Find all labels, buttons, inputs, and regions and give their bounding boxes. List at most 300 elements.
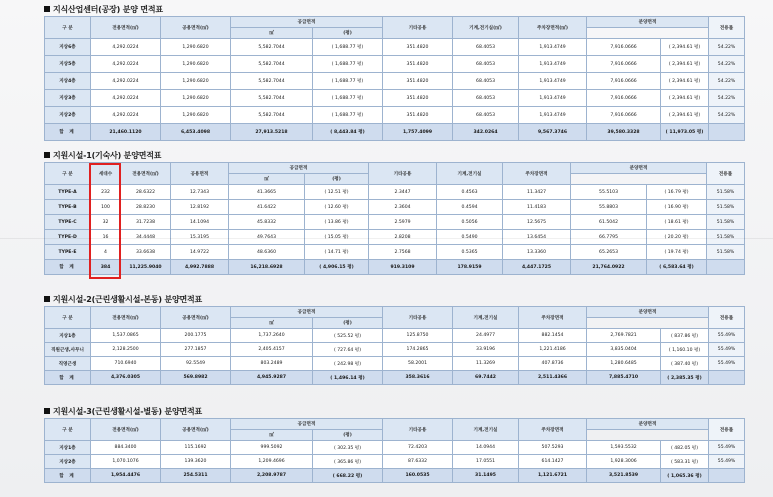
- header-sale: 분양면적: [587, 17, 709, 28]
- table-cell: 33.9196: [453, 343, 519, 357]
- table-cell: 69.7442: [453, 371, 519, 385]
- table-cell: ( 19.74 평): [647, 245, 707, 260]
- header-supply: 공급면적: [231, 17, 383, 28]
- table-row: [45, 107, 745, 124]
- table-cell: 0.5056: [437, 215, 503, 230]
- table-cell: ( 242.98 평): [313, 357, 383, 371]
- table-cell: 5,582.7044: [231, 107, 313, 124]
- table-cell: 4,992.7888: [171, 260, 229, 275]
- table-cell: 49.7643: [229, 230, 305, 245]
- table-cell: ( 525.52 평): [313, 329, 383, 343]
- table-cell: ( 12.51 평): [305, 185, 369, 200]
- table-cell: 0.4594: [437, 200, 503, 215]
- table-cell: 2.3604: [369, 200, 437, 215]
- table-cell: 6,453.4098: [161, 124, 231, 141]
- header-other: 기타공용: [383, 17, 453, 39]
- row-label: TYPE-A: [45, 185, 91, 200]
- table-cell: 51.58%: [707, 200, 745, 215]
- row-label: 합 계: [45, 469, 91, 483]
- table-cell: 710.6940: [91, 357, 161, 371]
- table-cell: 48.6360: [229, 245, 305, 260]
- header-common: 공용면적(㎡): [161, 419, 231, 441]
- header-other: 기타공용: [383, 307, 453, 329]
- table-row: [45, 73, 745, 90]
- table-cell: 11.4183: [503, 200, 571, 215]
- table-cell: 1,280.6485: [587, 357, 661, 371]
- section-title: 지원시설-2(근린생활시설-본동) 분양면적표: [44, 294, 744, 306]
- row-label: 지상6층: [45, 39, 91, 56]
- table-cell: ( 11,973.05 평): [661, 124, 709, 141]
- table-cell: 68.4053: [453, 107, 519, 124]
- header-common: 공용면적(㎡): [161, 17, 231, 39]
- table-cell: 1,913.4749: [519, 107, 587, 124]
- table-cell: ( 1,688.77 평): [313, 90, 383, 107]
- header-exclusive: 전용면적(㎡): [91, 17, 161, 39]
- header-ratio: 전용률: [709, 307, 745, 329]
- table-cell: 51.58%: [707, 230, 745, 245]
- table-cell: 4,292.0224: [91, 56, 161, 73]
- header-exclusive: 전용면적(㎡): [121, 163, 171, 185]
- table-cell: 3,521.8539: [587, 469, 661, 483]
- table-cell: 54.22%: [709, 73, 745, 90]
- table-cell: ( 837.86 평): [661, 329, 709, 343]
- table-row: [45, 90, 745, 107]
- table-cell: [707, 260, 745, 275]
- header-sqm: ㎡: [231, 430, 313, 441]
- table-cell: 125.8750: [383, 329, 453, 343]
- row-label: 합 계: [45, 124, 91, 141]
- table-cell: 1,913.4749: [519, 56, 587, 73]
- table-cell: 4,945.9287: [231, 371, 313, 385]
- row-label: 지상3층: [45, 90, 91, 107]
- header-sale: 분양면적: [587, 419, 709, 430]
- header-pyeong: (평): [305, 174, 369, 185]
- header-sqm: ㎡: [229, 174, 305, 185]
- table-cell: ( 15.05 평): [305, 230, 369, 245]
- table-cell: 1,928.3006: [587, 455, 661, 469]
- table-row: [45, 215, 745, 230]
- table-cell: 5,582.7044: [231, 56, 313, 73]
- header-division: 구 분: [45, 17, 91, 39]
- header-parking: 주차장면적: [503, 163, 571, 185]
- table-cell: 51.58%: [707, 215, 745, 230]
- table-cell: ( 12.60 평): [305, 200, 369, 215]
- table-cell: ( 16.79 평): [647, 185, 707, 200]
- table-cell: [709, 124, 745, 141]
- table-body: [45, 329, 745, 385]
- table-cell: 277.1857: [161, 343, 231, 357]
- header-supply: 공급면적: [231, 419, 383, 430]
- table-cell: 4,292.0224: [91, 107, 161, 124]
- header-units: 세대수: [91, 163, 121, 185]
- table-cell: 54.22%: [709, 39, 745, 56]
- total-row: [45, 124, 745, 141]
- section-title: 지원시설-1(기숙사) 분양면적표: [44, 150, 744, 162]
- table-cell: 17.0551: [453, 455, 519, 469]
- table-cell: ( 14.71 평): [305, 245, 369, 260]
- table-cell: 55.5103: [571, 185, 647, 200]
- table-cell: 66.7795: [571, 230, 647, 245]
- table-factory: [44, 16, 745, 141]
- table-cell: 2,128.2500: [91, 343, 161, 357]
- table-cell: 1,290.6820: [161, 56, 231, 73]
- square-bullet-icon: [44, 296, 50, 302]
- table-row: [45, 185, 745, 200]
- table-cell: 351.4820: [383, 90, 453, 107]
- table-cell: 33.6638: [121, 245, 171, 260]
- square-bullet-icon: [44, 152, 50, 158]
- header-division: 구 분: [45, 163, 91, 185]
- header-other: 기타공용: [383, 419, 453, 441]
- header-sale: 분양면적: [587, 307, 709, 318]
- table-cell: 51.58%: [707, 185, 745, 200]
- table-cell: [709, 469, 745, 483]
- table-cell: ( 4,906.15 평): [305, 260, 369, 275]
- header-ratio: 전용률: [709, 17, 745, 39]
- table-cell: 4,376.0305: [91, 371, 161, 385]
- table-cell: 1,913.4749: [519, 73, 587, 90]
- table-cell: 1,221.4186: [519, 343, 587, 357]
- table-cell: 54.22%: [709, 56, 745, 73]
- table-cell: 2,511.4366: [519, 371, 587, 385]
- table-cell: 1,209.4696: [231, 455, 313, 469]
- table-row: [45, 343, 745, 357]
- header-sale: 분양면적: [571, 163, 707, 174]
- table-cell: 254.5311: [161, 469, 231, 483]
- total-row: [45, 469, 745, 483]
- table-row: [45, 230, 745, 245]
- table-cell: 1,121.6721: [519, 469, 587, 483]
- table-cell: 55.49%: [709, 343, 745, 357]
- table-body: [45, 39, 745, 141]
- table-row: [45, 329, 745, 343]
- table-cell: 21,460.1120: [91, 124, 161, 141]
- table-cell: 5,582.7044: [231, 73, 313, 90]
- header-sqm: ㎡: [231, 318, 313, 329]
- table-cell: 7,916.0666: [587, 39, 661, 56]
- section-factory: [44, 4, 744, 141]
- row-label: 직영근생: [45, 357, 91, 371]
- table-cell: 200.1775: [161, 329, 231, 343]
- table-row: [45, 200, 745, 215]
- table-cell: ( 482.05 평): [661, 441, 709, 455]
- table-cell: 12.7343: [171, 185, 229, 200]
- table-row: [45, 39, 745, 56]
- row-label: 지상1층: [45, 441, 91, 455]
- table-cell: 61.5042: [571, 215, 647, 230]
- table-cell: 92.5549: [161, 357, 231, 371]
- square-bullet-icon: [44, 408, 50, 414]
- header-exclusive: 전용면적(㎡): [91, 307, 161, 329]
- header-division: 구 분: [45, 419, 91, 441]
- section-title: 지식산업센터(공장) 분양 면적표: [44, 4, 744, 16]
- row-label: TYPE-D: [45, 230, 91, 245]
- header-exclusive: 전용면적(㎡): [91, 419, 161, 441]
- table-row: [45, 441, 745, 455]
- table-cell: ( 16.90 평): [647, 200, 707, 215]
- table-cell: 7,916.0666: [587, 107, 661, 124]
- table-cell: 1,593.5532: [587, 441, 661, 455]
- table-cell: [709, 371, 745, 385]
- table-cell: 2,208.9787: [231, 469, 313, 483]
- square-bullet-icon: [44, 6, 50, 12]
- table-cell: 72.4203: [383, 441, 453, 455]
- table-dormitory: [44, 162, 745, 275]
- table-row: [45, 245, 745, 260]
- table-cell: 384: [91, 260, 121, 275]
- units-column-highlight: [89, 163, 121, 279]
- table-cell: ( 2,394.61 평): [661, 90, 709, 107]
- table-cell: 351.4820: [383, 56, 453, 73]
- table-cell: 11.3269: [453, 357, 519, 371]
- table-cell: 4,292.0224: [91, 90, 161, 107]
- header-common: 공용면적(㎡): [161, 307, 231, 329]
- header-supply: 공급면적: [229, 163, 369, 174]
- table-cell: 351.4820: [383, 73, 453, 90]
- table-cell: 139.3620: [161, 455, 231, 469]
- table-cell: 2.5979: [369, 215, 437, 230]
- table-cell: 11,225.9040: [121, 260, 171, 275]
- table-cell: 7,885.4710: [587, 371, 661, 385]
- table-cell: 2.3447: [369, 185, 437, 200]
- section-title: 지원시설-3(근린생활시설-별동) 분양면적표: [44, 406, 744, 418]
- table-cell: 14.0944: [453, 441, 519, 455]
- table-cell: ( 2,394.61 평): [661, 56, 709, 73]
- table-cell: ( 727.64 평): [313, 343, 383, 357]
- table-cell: 31.1495: [453, 469, 519, 483]
- table-cell: 1,290.6820: [161, 90, 231, 107]
- table-cell: ( 13.86 평): [305, 215, 369, 230]
- table-cell: 16,218.6928: [229, 260, 305, 275]
- row-label: 지상5층: [45, 56, 91, 73]
- table-cell: 919.3109: [369, 260, 437, 275]
- table-retail-annex: [44, 418, 745, 483]
- header-common: 공용면적: [171, 163, 229, 185]
- table-cell: ( 302.35 평): [313, 441, 383, 455]
- table-cell: 174.2865: [383, 343, 453, 357]
- table-cell: 41.6422: [229, 200, 305, 215]
- table-cell: 0.4563: [437, 185, 503, 200]
- row-label: 지상2층: [45, 107, 91, 124]
- table-cell: 4: [91, 245, 121, 260]
- table-cell: 28.8230: [121, 200, 171, 215]
- table-cell: 58.2001: [383, 357, 453, 371]
- table-cell: 7,916.0666: [587, 90, 661, 107]
- row-label: 지상1층: [45, 329, 91, 343]
- header-other: 기타공용: [369, 163, 437, 185]
- table-cell: 21,764.0922: [571, 260, 647, 275]
- header-parking: 주차장면적(㎡): [519, 17, 587, 39]
- table-cell: 1,290.6820: [161, 107, 231, 124]
- table-row: [45, 357, 745, 371]
- table-cell: 2,769.7821: [587, 329, 661, 343]
- table-cell: 87.6332: [383, 455, 453, 469]
- table-cell: 232: [91, 185, 121, 200]
- table-cell: 68.4053: [453, 73, 519, 90]
- table-cell: 2.7568: [369, 245, 437, 260]
- table-cell: 55.49%: [709, 357, 745, 371]
- table-cell: 5,582.7044: [231, 90, 313, 107]
- table-cell: ( 18.61 평): [647, 215, 707, 230]
- table-cell: 507.5293: [519, 441, 587, 455]
- table-cell: 14.9722: [171, 245, 229, 260]
- table-cell: 4,292.0224: [91, 39, 161, 56]
- section-retail-main: [44, 294, 744, 385]
- table-cell: 51.58%: [707, 245, 745, 260]
- header-pyeong: (평): [313, 430, 383, 441]
- table-cell: 68.4053: [453, 90, 519, 107]
- header-machine: 기계,전기실: [437, 163, 503, 185]
- header-machine: 기계,전기실: [453, 307, 519, 329]
- row-label: TYPE-E: [45, 245, 91, 260]
- table-cell: 160.0535: [383, 469, 453, 483]
- table-cell: 2.8208: [369, 230, 437, 245]
- table-cell: 55.49%: [709, 441, 745, 455]
- table-cell: 1,913.4749: [519, 90, 587, 107]
- table-cell: 1,737.2640: [231, 329, 313, 343]
- table-cell: 28.6322: [121, 185, 171, 200]
- table-cell: ( 8,443.84 평): [313, 124, 383, 141]
- table-cell: 803.2489: [231, 357, 313, 371]
- table-cell: 614.1427: [519, 455, 587, 469]
- table-cell: 15.3195: [171, 230, 229, 245]
- row-label: TYPE-B: [45, 200, 91, 215]
- table-cell: 55.49%: [709, 455, 745, 469]
- table-cell: ( 387.40 평): [661, 357, 709, 371]
- table-cell: 7,916.0666: [587, 73, 661, 90]
- row-label: 합 계: [45, 371, 91, 385]
- table-cell: 9,567.3746: [519, 124, 587, 141]
- table-cell: 55.49%: [709, 329, 745, 343]
- table-cell: 5,582.7044: [231, 39, 313, 56]
- table-cell: 358.3616: [383, 371, 453, 385]
- table-cell: ( 2,385.35 평): [661, 371, 709, 385]
- table-cell: 14.1094: [171, 215, 229, 230]
- row-label: 지상2층: [45, 455, 91, 469]
- table-cell: ( 1,688.77 평): [313, 39, 383, 56]
- table-cell: 65.2653: [571, 245, 647, 260]
- section-retail-annex: [44, 406, 744, 483]
- header-machine: 기계,전기실(㎡): [453, 17, 519, 39]
- table-cell: 55.8803: [571, 200, 647, 215]
- table-cell: 13.3360: [503, 245, 571, 260]
- table-cell: 351.4820: [383, 107, 453, 124]
- table-cell: ( 1,065.36 평): [661, 469, 709, 483]
- total-row: [45, 371, 745, 385]
- table-cell: 68.4053: [453, 56, 519, 73]
- table-cell: 1,290.6820: [161, 73, 231, 90]
- table-cell: 2,405.4157: [231, 343, 313, 357]
- table-cell: 999.5092: [231, 441, 313, 455]
- table-cell: 1,954.4476: [91, 469, 161, 483]
- header-sqm: ㎡: [231, 28, 313, 39]
- table-cell: 39,580.3328: [587, 124, 661, 141]
- table-cell: 45.8332: [229, 215, 305, 230]
- header-pyeong: (평): [313, 28, 383, 39]
- table-row: [45, 455, 745, 469]
- table-cell: 4,292.0224: [91, 73, 161, 90]
- table-cell: 351.4820: [383, 39, 453, 56]
- header-supply: 공급면적: [231, 307, 383, 318]
- header-machine: 기계,전기실: [453, 419, 519, 441]
- table-cell: ( 6,583.64 평): [647, 260, 707, 275]
- table-cell: 1,070.1076: [91, 455, 161, 469]
- table-cell: 41.3665: [229, 185, 305, 200]
- table-cell: ( 20.20 평): [647, 230, 707, 245]
- table-cell: 54.22%: [709, 90, 745, 107]
- header-parking: 주차장면적: [519, 419, 587, 441]
- header-division: 구 분: [45, 307, 91, 329]
- table-cell: 27,913.5218: [231, 124, 313, 141]
- table-cell: 34.4448: [121, 230, 171, 245]
- total-row: [45, 260, 745, 275]
- row-label: TYPE-C: [45, 215, 91, 230]
- row-label: 지상4층: [45, 73, 91, 90]
- table-cell: 115.1692: [161, 441, 231, 455]
- table-cell: ( 668.22 평): [313, 469, 383, 483]
- table-cell: 100: [91, 200, 121, 215]
- section-dormitory: [44, 150, 744, 275]
- table-cell: 0.5490: [437, 230, 503, 245]
- table-cell: 11.3427: [503, 185, 571, 200]
- table-cell: 178.9159: [437, 260, 503, 275]
- table-cell: ( 365.86 평): [313, 455, 383, 469]
- table-cell: 407.8736: [519, 357, 587, 371]
- row-label: 합 계: [45, 260, 91, 275]
- table-cell: ( 583.31 평): [661, 455, 709, 469]
- table-cell: ( 1,688.77 평): [313, 73, 383, 90]
- table-cell: ( 1,688.77 평): [313, 107, 383, 124]
- table-cell: 882.1454: [519, 329, 587, 343]
- table-cell: 12.8192: [171, 200, 229, 215]
- table-cell: 13.6454: [503, 230, 571, 245]
- table-cell: 1,537.0865: [91, 329, 161, 343]
- header-pyeong: (평): [313, 318, 383, 329]
- table-cell: 1,290.6820: [161, 39, 231, 56]
- table-cell: 68.4053: [453, 39, 519, 56]
- table-cell: 1,913.4749: [519, 39, 587, 56]
- table-cell: 24.4977: [453, 329, 519, 343]
- table-cell: ( 2,394.61 평): [661, 107, 709, 124]
- row-label: 직원근생,사무니: [45, 343, 91, 357]
- table-row: [45, 56, 745, 73]
- table-cell: 4,447.1725: [503, 260, 571, 275]
- table-cell: ( 2,394.61 평): [661, 73, 709, 90]
- table-body: [45, 441, 745, 483]
- table-cell: ( 1,496.14 평): [313, 371, 383, 385]
- header-parking: 주차장면적: [519, 307, 587, 329]
- table-cell: 12.5675: [503, 215, 571, 230]
- header-ratio: 전용률: [709, 419, 745, 441]
- table-cell: 3,835.0404: [587, 343, 661, 357]
- table-cell: 31.7238: [121, 215, 171, 230]
- table-cell: 7,916.0666: [587, 56, 661, 73]
- table-cell: ( 1,160.10 평): [661, 343, 709, 357]
- table-cell: 1,757.4099: [383, 124, 453, 141]
- table-body: [45, 185, 745, 275]
- table-cell: ( 1,688.77 평): [313, 56, 383, 73]
- table-cell: 32: [91, 215, 121, 230]
- table-cell: 54.22%: [709, 107, 745, 124]
- table-retail-main: [44, 306, 745, 385]
- header-ratio: 전용률: [707, 163, 745, 185]
- table-cell: 16: [91, 230, 121, 245]
- table-cell: 0.5365: [437, 245, 503, 260]
- table-cell: 884.3400: [91, 441, 161, 455]
- table-cell: 569.8982: [161, 371, 231, 385]
- table-cell: 342.0264: [453, 124, 519, 141]
- table-cell: ( 2,394.61 평): [661, 39, 709, 56]
